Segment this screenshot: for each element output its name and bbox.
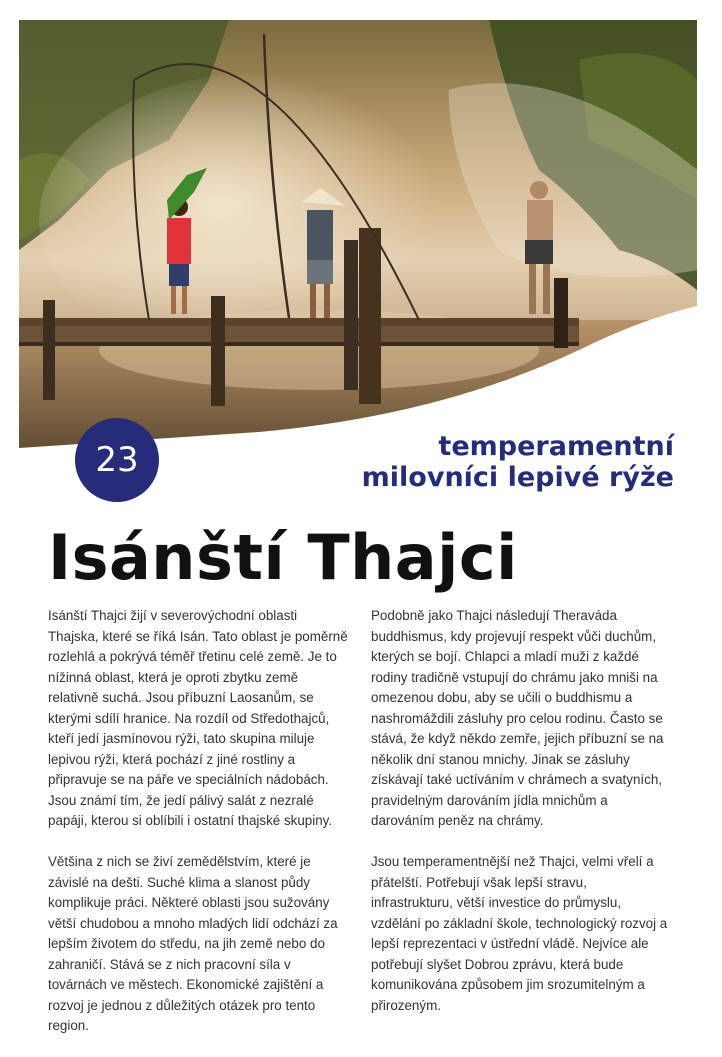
text-column-left (48, 606, 348, 1057)
paragraph: Isánští Thajci žijí v severovýchodní oblasti Thajska, které se říká Isán. Tato oblast je poměrně rozlehlá a pokrývá téměř třetinu celé země. Je to nížinná oblast, která je oproti zbytku země relativně suchá. Jsou příbuzní Laosanům, se kterými sdílí hranice. Na rozdíl od Středothajců, kteří jedí jasmínovou rýži, tato skupina miluje lepivou rýži, která pochází z jiné rostliny a připravuje se na páře ve speciálních nádobách. Jsou známí tím, že jedí pálivý salát z nezralé papáji, kterou si oblíbili i ostatní thajské skupiny. (48, 608, 348, 828)
paragraph: Jsou temperamentnější než Thajci, velmi vřelí a přátelští. Potřebují však lepší stravu, infrastrukturu, větší investice do průmyslu, vzdělání po základní škole, technologický rozvoj a lepší reprezentaci v ústřední vládě. Nejvíce ale potřebují slyšet Dobrou zprávu, která bude komunikována způsobem jim srozumitelným a přirozeným. (371, 854, 668, 1013)
header-photo (19, 20, 697, 456)
fishing-photo-illustration (19, 20, 697, 456)
subtitle-line-2: milovníci lepivé rýže (361, 462, 674, 493)
text-column-right (371, 606, 671, 1037)
chapter-number-badge (75, 418, 159, 502)
page-subtitle (362, 431, 674, 493)
subtitle-line-1: temperamentní (438, 431, 674, 462)
page-title: Isánští Thajci (48, 521, 518, 594)
paragraph: Většina z nich se živí zemědělstvím, které je závislé na dešti. Suché klima a slanost půdy komplikuje práci. Některé oblasti jsou sužovány větší chudobou a mnoho mladých lidí odchází za lepším životem do středu, na jih země nebo do zahraničí. Stává se z nich pracovní síla v továrnách ve městech. Ekonomické zajištění a rozvoj je jednou z důležitých otázek pro tento region. (48, 854, 338, 1033)
chapter-number: 23 (95, 440, 139, 480)
paragraph: Podobně jako Thajci následují Theraváda buddhismus, kdy projevují respekt vůči duchům, kterých se bojí. Chlapci a mladí muži z každé rodiny tradičně vstupují do chrámu jako mniši na omezenou dobu, aby se učili o buddhismu a nashromáždili zásluhy pro celou rodinu. Často se stává, že když někdo zemře, jejich příbuzní se na několik dní stanou mnichy. Jinak se zásluhy získávají také uctíváním v chrámech a svatyních, pravidelným darováním jídla mnichům a darováním peněz na chrámy. (371, 608, 664, 828)
